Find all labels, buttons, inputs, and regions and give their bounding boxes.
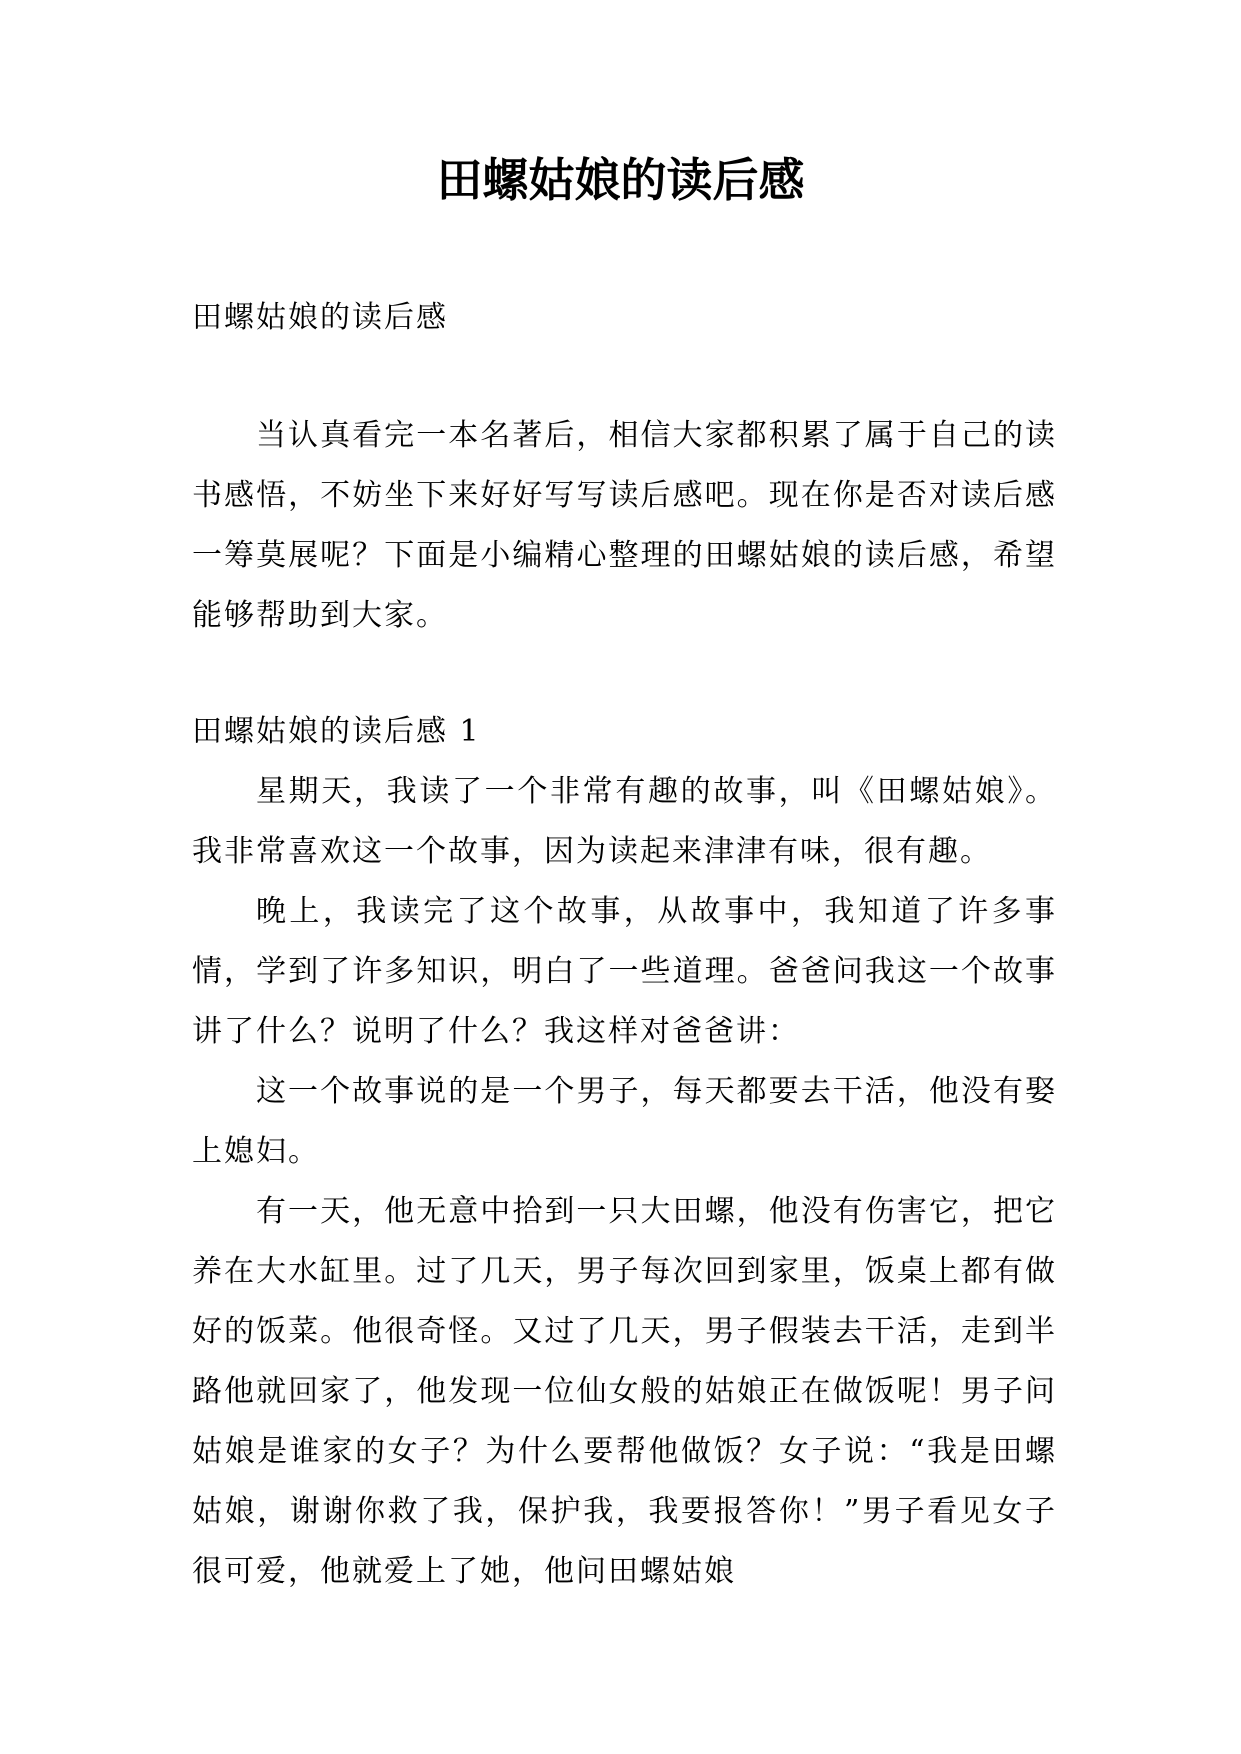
document-body <box>192 288 1057 1602</box>
body-paragraph: 有一天，他无意中拾到一只大田螺，他没有伤害它，把它养在大水缸里。过了几天，男子每次回到家里，饭桌上都有做好的饭菜。他很奇怪。又过了几天，男子假装去干活，走到半路他就回家了，他发现一位仙女般的姑娘正在做饭呢！男子问姑娘是谁家的女子？为什么要帮他做饭？女子说：“我是田螺姑娘，谢谢你救了我，保护我，我要报答你！”男子看见女子很可爱，他就爱上了她，他问田螺姑娘 <box>192 1194 1057 1589</box>
document-title: 田螺姑娘的读后感 <box>436 153 805 207</box>
body-paragraph: 星期天，我读了一个非常有趣的故事，叫《田螺姑娘》。我非常喜欢这一个故事，因为读起来津津有味，很有趣。 <box>192 774 1057 869</box>
body-paragraph: 晚上，我读完了这个故事，从故事中，我知道了许多事情，学到了许多知识，明白了一些道理。爸爸问我这一个故事讲了什么？说明了什么？我这样对爸爸讲： <box>192 894 1057 1049</box>
spacer <box>192 348 1057 406</box>
spacer <box>192 646 1057 702</box>
section-heading: 田螺姑娘的读后感 1 <box>192 714 481 749</box>
intro-paragraph: 当认真看完一本名著后，相信大家都积累了属于自己的读书感悟，不妨坐下来好好写写读后感吧。现在你是否对读后感一筹莫展呢？下面是小编精心整理的田螺姑娘的读后感，希望能够帮助到大家。 <box>192 418 1057 633</box>
body-paragraph: 这一个故事说的是一个男子，每天都要去干活，他没有娶上媳妇。 <box>192 1074 1057 1169</box>
document-subtitle: 田螺姑娘的读后感 <box>192 300 448 335</box>
